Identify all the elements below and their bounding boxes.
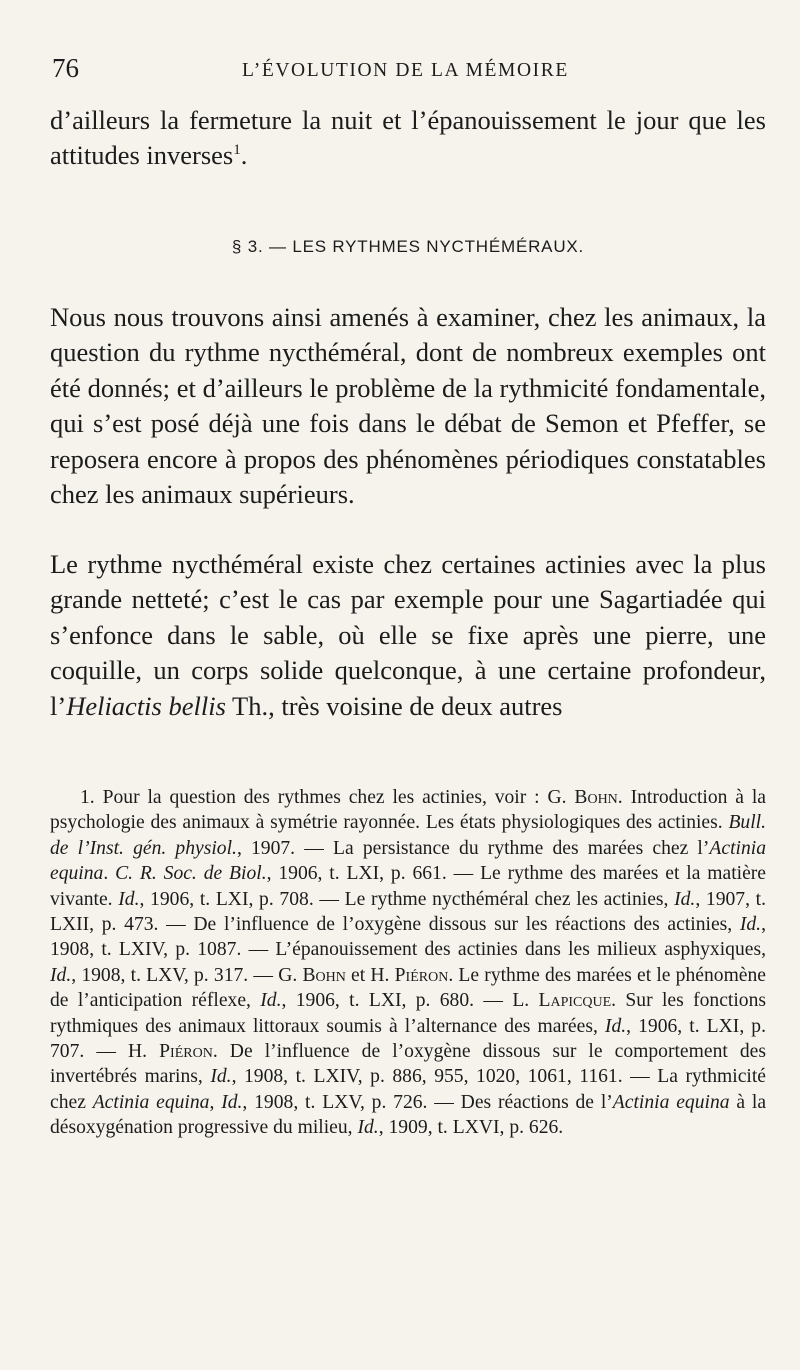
- ibid-ref: Id.: [357, 1117, 379, 1139]
- author-name: Bohn: [302, 964, 346, 986]
- footnote-text: , 1908, t. LXV, p. 726. — Des réactions de l’: [242, 1091, 613, 1113]
- intro-text: d’ailleurs la fermeture la nuit et l’épanouissement le jour que les attitudes inverses: [50, 105, 766, 171]
- paragraph-actinies-text: Le rythme nycthéméral existe chez certaines actinies avec la plus grande netteté; c’est le cas par exemple pour une Sagartiadée qui s’enfonce dans le sable, où elle se fixe après une pierre, une coquille, un corps solide quelconque, à une certaine profondeur, l’: [50, 549, 766, 721]
- ibid-ref: Id.: [50, 964, 72, 986]
- species-name: Actinia equina: [92, 1091, 210, 1113]
- footnote-text: , 1906, t. LXI, p. 707. — H.: [50, 1015, 766, 1063]
- ibid-ref: Id.: [739, 914, 762, 936]
- intro-paragraph: [50, 103, 766, 174]
- running-head: [52, 50, 770, 86]
- paragraph-actinies: [50, 547, 766, 724]
- journal-title: C. R. Soc. de Biol.: [115, 863, 267, 885]
- footnote-text: . Sur les fonctions rythmiques des animaux littoraux soumis à l’alternance des marées,: [50, 990, 766, 1037]
- ibid-ref: Id.: [260, 990, 282, 1012]
- author-name: Piéron: [394, 964, 449, 986]
- species-name: Actinia equina: [612, 1091, 730, 1113]
- footnote-text: , 1908, t. LXIV, p. 886, 955, 1020, 1061, 1161. — La rythmicité chez: [50, 1066, 766, 1113]
- page-number: 76: [52, 53, 79, 83]
- ibid-ref: Id.: [604, 1015, 627, 1037]
- footnote-text: , 1908, t. LXV, p. 317. — G.: [71, 964, 303, 986]
- footnote-text: , 1906, t. LXI, p. 680. — L.: [281, 990, 539, 1012]
- footnote-text: à la désoxygénation progressive du milieu,: [50, 1091, 767, 1139]
- footnote-1: [50, 785, 766, 1141]
- footnote-text: , 1909, t. LXVI, p. 626.: [378, 1117, 564, 1139]
- footnote-text: et H.: [345, 964, 395, 986]
- ibid-ref: Id.: [210, 1066, 232, 1088]
- footnote-text: , 1907. — La persistance du rythme des marées chez l’: [236, 837, 710, 859]
- section-heading: § 3. — LES RYTHMES NYCTHÉMÉRAUX.: [231, 237, 585, 256]
- footnote-text: . Le rythme des marées et le phénomène de l’anticipation réflexe,: [50, 964, 766, 1012]
- footnote-text: . De l’influence de l’oxygène dissous sur le comportement des invertébrés marins,: [50, 1041, 766, 1088]
- intro-tail: .: [240, 140, 248, 171]
- footnote-number: 1.: [80, 787, 95, 808]
- footnote-text: ,: [209, 1091, 222, 1113]
- footnote-text: . Introduction à la psychologie des animaux à symétrie rayonnée. Les états physiologiques des actinies.: [50, 787, 766, 834]
- author-name: Lapicque: [538, 990, 612, 1012]
- footnote-text: , 1906, t. LXI, p. 661. — Le rythme des marées et la matière vivante.: [50, 863, 767, 910]
- footnote-reference: 1: [233, 142, 241, 159]
- species-name: Actinia equina: [50, 837, 766, 885]
- footnote-text: , 1908, t. LXIV, p. 1087. — L’épanouissement des actinies dans les milieux asphyxiques,: [50, 914, 766, 961]
- author-name: Piéron: [159, 1041, 213, 1063]
- author-name: Bohn: [574, 787, 618, 808]
- ibid-ref: Id.: [221, 1091, 243, 1113]
- footnote-text: .: [103, 863, 116, 885]
- footnote-text: Pour la question des rythmes chez les actinies, voir : G.: [94, 787, 575, 808]
- paragraph-actinies-tail: Th., très voisine de deux autres: [225, 690, 563, 721]
- species-name-heliactis: Heliactis bellis: [66, 690, 226, 721]
- ibid-ref: Id.: [118, 888, 140, 910]
- paragraph-rythme-nycthemeral: Nous nous trouvons ainsi amenés à examiner, chez les animaux, la question du rythme nycthéméral, dont de nombreux exemples ont été donnés; et d’ailleurs le problème de la rythmicité fondamentale, qui s’est posé déjà une fois dans le débat de Semon et Pfeffer, se reposera encore à propos des phénomènes périodiques constatables chez les animaux supérieurs.: [50, 302, 766, 510]
- journal-title: Bull. de l’Inst. gén. physiol.: [50, 812, 766, 859]
- footnote-text: , 1906, t. LXI, p. 708. — Le rythme nycthéméral chez les actinies,: [139, 888, 675, 910]
- running-title: L’ÉVOLUTION DE LA MÉMOIRE: [242, 60, 569, 81]
- footnote-text: , 1907, t. LXII, p. 473. — De l’influence de l’oxygène dissous sur les réactions des actinies,: [50, 888, 767, 936]
- ibid-ref: Id.: [674, 888, 696, 910]
